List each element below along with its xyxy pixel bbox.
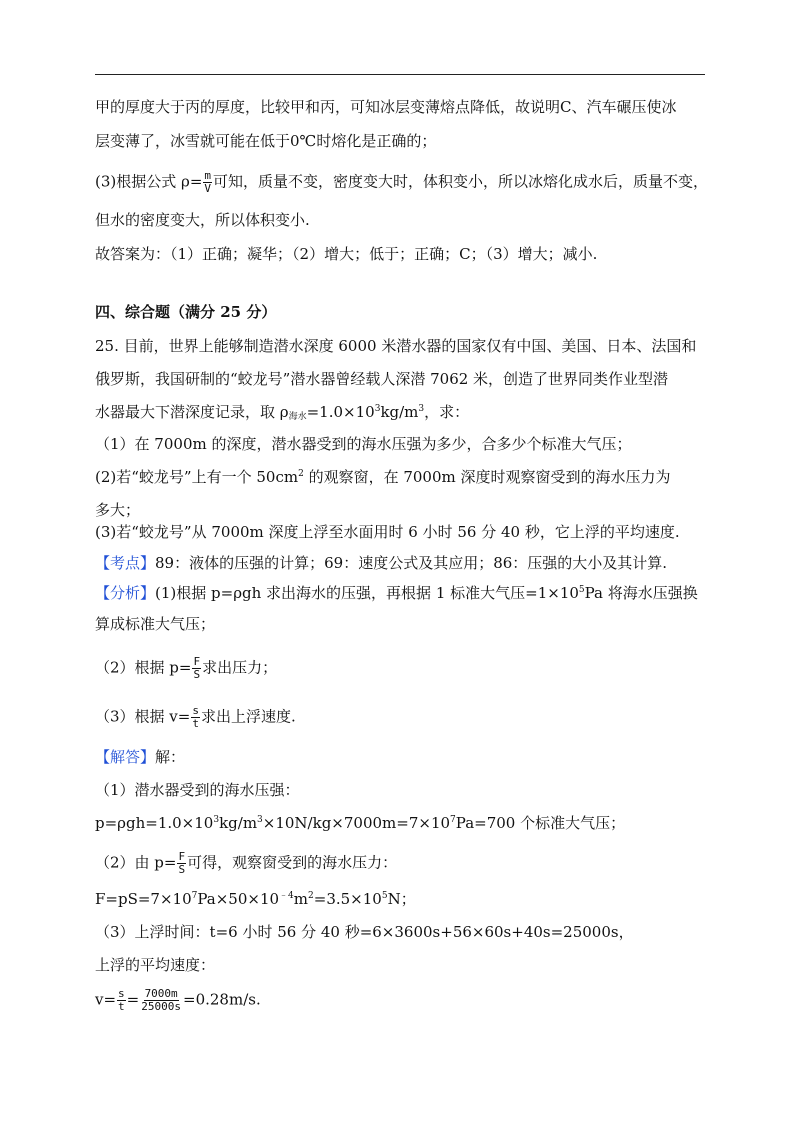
text-line: （1）潜水器受到的海水压强： [95, 781, 300, 799]
question-part-1: （1）在 7000m 的深度，潜水器受到的海水压强为多少，合多少个标准大气压； [95, 435, 632, 453]
question-text: 25. 目前，世界上能够制造潜水深度 6000 米潜水器的国家仅有中国、美国、日本、法国和 [95, 337, 697, 355]
topic-line: 【考点】89：液体的压强的计算；69：速度公式及其应用；86：压强的大小及其计算. [95, 554, 668, 572]
equation-line: $p=\rho gh=1.0\times 10^3kg/m^3\times 10N/kg\times 7000m=7\times 10^7Pa=700$ 个标准大气压； [95, 814, 626, 832]
speed-fraction: $\frac{s}{t}$ [118, 987, 125, 1013]
solution-tag: 【解答】 [95, 748, 156, 766]
pressure-fraction: $\frac{F}{S}$ [178, 850, 186, 876]
header-rule [95, 74, 705, 75]
question-part-2: (2)若“蛟龙号”上有一个 $50cm^2$ 的观察窗，在 7000m 深度时观察窗受到的海水压力为 [95, 468, 671, 486]
text-line-formula: (3)根据公式 ρ= $\frac{m}{V}$ 可知，质量不变，密度变大时，体积变小，所以冰熔化成水后，质量不变， [95, 169, 709, 195]
equation-line: （3）上浮时间：t=6 小时 56 分 40 秒=6×3600s+56×60s+40s=25000s， [95, 923, 634, 941]
speed-fraction: $\frac{s}{t}$ [192, 704, 199, 730]
question-text: 俄罗斯，我国研制的“蛟龙号”潜水器曾经载人深潜 7062 米，创造了世界同类作业型潜 [95, 370, 669, 388]
text-line: 甲的厚度大于丙的厚度，比较甲和丙，可知冰层变薄熔点降低，故说明C、汽车碾压使冰 [95, 98, 677, 116]
analysis-tag: 【分析】 [95, 584, 156, 602]
text-line: 但水的密度变大，所以体积变小. [95, 211, 310, 229]
equation-line: $F=pS=7\times 10^7Pa\times 50\times 10^{﹣4}m^2=3.5\times 10^5N$； [95, 890, 416, 908]
value-fraction: $\frac{7000m}{25000s}$ [141, 987, 181, 1013]
equation-line: （2）由 p= $\frac{F}{S}$ 可得，观察窗受到的海水压力： [95, 850, 398, 876]
equation-line: v= $\frac{s}{t}$ = $\frac{7000m}{25000s}$ =0.28m/s. [95, 987, 261, 1013]
text-line: 上浮的平均速度： [95, 956, 216, 974]
solution-line: 【解答】解： [95, 748, 186, 766]
analysis-line: 【分析】(1)根据 p=ρgh 求出海水的压强，再根据 1 标准大气压$=1\times 10^5Pa$ 将海水压强换 [95, 584, 698, 602]
topic-tag: 【考点】 [95, 554, 156, 572]
text-line: 层变薄了，冰雪就可能在低于0℃时熔化是正确的； [95, 132, 437, 150]
density-fraction: $\frac{m}{V}$ [204, 169, 212, 195]
answer-line: 故答案为：（1）正确；凝华；（2）增大；低于；正确；C；（3）增大；减小. [95, 245, 598, 263]
pressure-fraction: $\frac{F}{S}$ [193, 655, 201, 681]
analysis-formula: （2）根据 p= $\frac{F}{S}$ 求出压力； [95, 655, 278, 681]
question-text: 多大； [95, 501, 141, 519]
question-text: 水器最大下潜深度记录，取 $\rho_{海水}=1.0\times 10^3kg/m^3$，求： [95, 403, 470, 422]
text-line: 算成标准大气压； [95, 615, 216, 633]
section-heading: 四、综合题（满分 25 分） [95, 303, 277, 321]
analysis-formula: （3）根据 v= $\frac{s}{t}$ 求出上浮速度. [95, 704, 296, 730]
question-part-3: (3)若“蛟龙号”从 7000m 深度上浮至水面用时 6 小时 56 分 40 秒，它上浮的平均速度. [95, 523, 680, 541]
